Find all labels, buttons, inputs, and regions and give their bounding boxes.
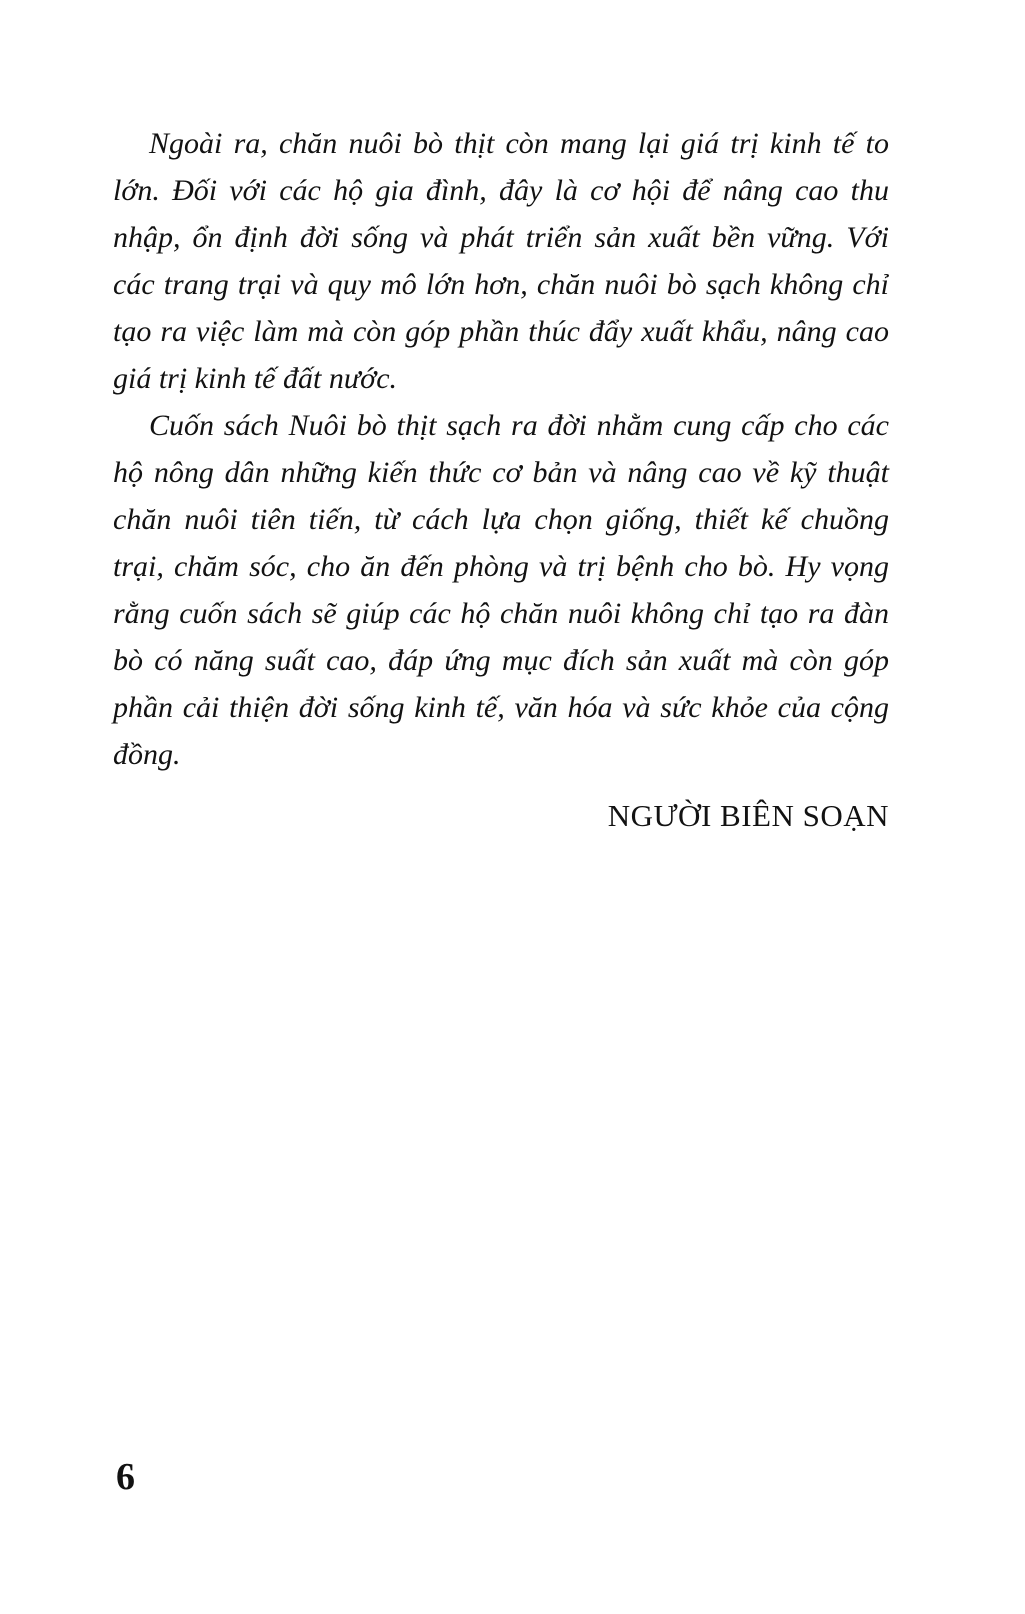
text-line: phần cải thiện đời sống kinh tế, văn hóa và sức khỏe của cộng bbox=[113, 691, 889, 724]
text-line: Ngoài ra, chăn nuôi bò thịt còn mang lại giá trị kinh tế to bbox=[149, 127, 889, 160]
text-line: giá trị kinh tế đất nước. bbox=[113, 362, 398, 395]
text-line: các trang trại và quy mô lớn hơn, chăn nuôi bò sạch không chỉ bbox=[113, 268, 889, 301]
text-line: đồng. bbox=[113, 738, 181, 771]
paragraph-1 bbox=[113, 120, 889, 402]
body-text bbox=[113, 120, 889, 839]
text-line: chăn nuôi tiên tiến, từ cách lựa chọn giống, thiết kế chuồng bbox=[113, 503, 889, 536]
text-line: trại, chăm sóc, cho ăn đến phòng và trị bệnh cho bò. Hy vọng bbox=[113, 550, 889, 583]
text-line: hộ nông dân những kiến thức cơ bản và nâng cao về kỹ thuật bbox=[113, 456, 889, 489]
author-signature: NGƯỜI BIÊN SOẠN bbox=[607, 798, 889, 833]
text-line: nhập, ổn định đời sống và phát triển sản xuất bền vững. Với bbox=[113, 221, 889, 254]
text-line: tạo ra việc làm mà còn góp phần thúc đẩy xuất khẩu, nâng cao bbox=[113, 315, 889, 348]
paragraph-2 bbox=[113, 402, 889, 778]
text-line: rằng cuốn sách sẽ giúp các hộ chăn nuôi không chỉ tạo ra đàn bbox=[113, 597, 889, 630]
text-line: bò có năng suất cao, đáp ứng mục đích sản xuất mà còn góp bbox=[113, 644, 889, 677]
text-line: lớn. Đối với các hộ gia đình, đây là cơ hội để nâng cao thu bbox=[113, 174, 889, 207]
page-number: 6 bbox=[116, 1456, 135, 1498]
text-line: Cuốn sách Nuôi bò thịt sạch ra đời nhằm cung cấp cho các bbox=[149, 409, 889, 442]
